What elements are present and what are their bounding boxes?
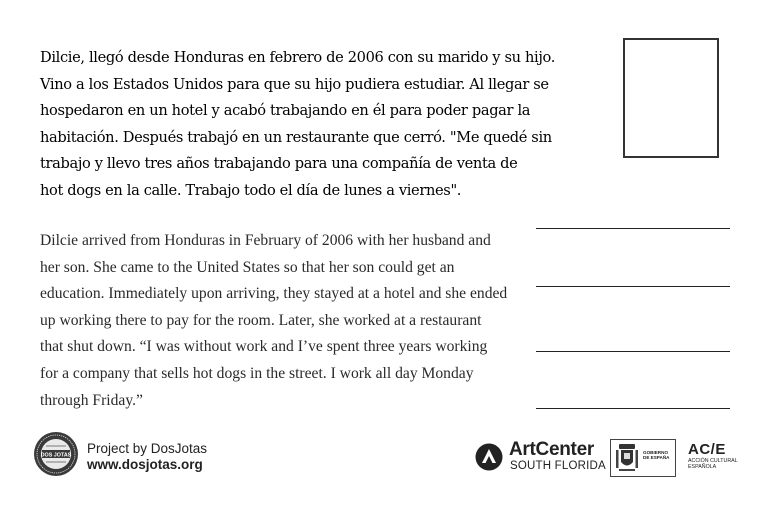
- ace-subtitle-line: ACCIÓN CULTURAL: [688, 458, 738, 464]
- spanish-line: hospedaron en un hotel y acabó trabajando en él para poder pagar la: [40, 102, 531, 120]
- project-credit: Project by DosJotas: [87, 441, 208, 456]
- english-line: up working there to pay for the room. Later, she worked at a restaurant: [40, 311, 482, 329]
- artcenter-logo-icon: [475, 443, 503, 471]
- address-line: [536, 408, 730, 409]
- spanish-line: Vino a los Estados Unidos para que su hijo pudiera estudiar. Al llegar se: [40, 75, 549, 93]
- english-line: through Friday.”: [40, 391, 143, 409]
- dosjotas-seal-logo: [33, 431, 79, 477]
- address-line: [536, 351, 730, 352]
- english-message: [40, 228, 530, 414]
- gobierno-line: GOBIERNO: [643, 450, 669, 455]
- english-line: for a company that sells hot dogs in the street. I work all day Monday: [40, 364, 474, 382]
- english-line: education. Immediately upon arriving, they stayed at a hotel and she ended: [40, 285, 508, 303]
- spanish-line: habitación. Después trabajó en un restaurante que cerró. "Me quedé sin: [40, 128, 552, 146]
- english-line: that shut down. “I was without work and I’ve spent three years working: [40, 338, 488, 356]
- stamp-box: [623, 38, 719, 158]
- gobierno-line: DE ESPAÑA: [643, 455, 670, 461]
- coat-of-arms-icon: [615, 442, 639, 474]
- svg-text:DOS JOTAS: DOS JOTAS: [40, 452, 72, 459]
- address-line: [536, 286, 730, 287]
- ace-title: AC/E: [688, 441, 726, 458]
- spanish-line: trabajo y llevo tres años trabajando para una compañía de venta de: [40, 155, 518, 173]
- artcenter-subtitle: SOUTH FLORIDA: [510, 460, 606, 472]
- website-link[interactable]: www.dosjotas.org: [87, 457, 203, 472]
- spanish-line: hot dogs en la calle. Trabajo todo el día de lunes a viernes".: [40, 181, 462, 199]
- address-line: [536, 228, 730, 229]
- english-line: her son. She came to the United States so that her son could get an: [40, 258, 455, 276]
- spanish-message: [40, 45, 555, 205]
- english-line: Dilcie arrived from Honduras in February of 2006 with her husband and: [40, 232, 491, 249]
- gobierno-label: [643, 450, 669, 461]
- ace-subtitle: [688, 458, 738, 470]
- artcenter-name: ArtCenter: [509, 439, 594, 460]
- spanish-line: Dilcie, llegó desde Honduras en febrero de 2006 con su marido y su hijo.: [40, 49, 555, 66]
- ace-subtitle-line: ESPAÑOLA: [688, 464, 717, 470]
